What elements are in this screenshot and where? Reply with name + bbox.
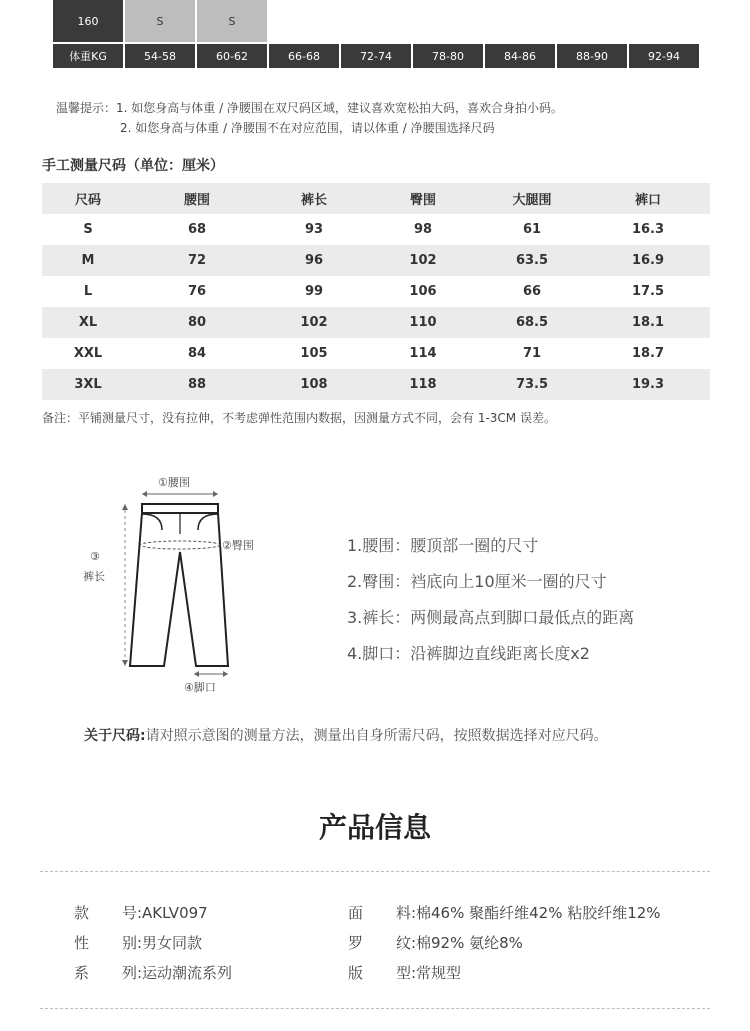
grid-cell: S [197, 0, 267, 42]
info-row [74, 958, 232, 988]
weight-cell: 78-80 [413, 44, 483, 68]
table-header: 大腿围 [478, 183, 586, 214]
table-cell: 16.9 [586, 245, 710, 276]
weight-cell: 88-90 [557, 44, 627, 68]
size-grid-weight-row [53, 44, 699, 68]
weight-cell: 60-62 [197, 44, 267, 68]
weight-label: 体重KG [53, 44, 123, 68]
about-size [84, 722, 674, 751]
info-key: 系 列: [74, 964, 142, 982]
table-cell: 63.5 [478, 245, 586, 276]
table-cell: 68 [187, 222, 207, 237]
info-key: 款 号: [74, 904, 142, 922]
table-cell: M [42, 245, 134, 276]
weight-cell: 92-94 [629, 44, 699, 68]
diagram-label-length-number: ③ [90, 550, 100, 563]
table-cell: 118 [368, 369, 478, 400]
table-cell: 17.5 [631, 284, 665, 299]
table-cell: 110 [368, 307, 478, 338]
tip-line-1: 温馨提示：1. 如您身高与体重 / 净腰围在双尺码区域，建议喜欢宽松拍大码，喜欢合身拍小码。 [56, 101, 563, 115]
table-cell: 102 [368, 245, 478, 276]
table-cell: 3XL [42, 369, 134, 400]
info-value: 男女同款 [142, 934, 203, 952]
info-value: 运动潮流系列 [142, 964, 233, 982]
table-cell: 68.5 [478, 307, 586, 338]
legend-item: 2.臀围：裆底向上10厘米一圈的尺寸 [347, 572, 607, 591]
legend-item: 1.腰围：腰顶部一圈的尺寸 [347, 536, 539, 555]
pants-outline-icon [78, 464, 298, 704]
table-cell: 18.1 [586, 307, 710, 338]
table-cell: 19.3 [586, 369, 710, 400]
about-size-label: 关于尺码: [84, 728, 146, 744]
size-tips [56, 98, 563, 138]
product-info-right [348, 898, 661, 988]
table-cell: 18.7 [631, 346, 665, 361]
table-cell: XL [42, 307, 134, 338]
table-cell: 98 [413, 222, 433, 237]
table-cell: L [83, 284, 93, 299]
divider [40, 1008, 710, 1009]
table-cell: 71 [522, 346, 542, 361]
measurement-legend [347, 528, 634, 672]
table-cell: 80 [134, 307, 260, 338]
table-cell: 84 [187, 346, 207, 361]
info-value: 棉46% 聚酯纤维42% 粘胶纤维12% [416, 904, 661, 922]
info-row [348, 958, 661, 988]
table-cell: 105 [300, 346, 328, 361]
grid-cell: S [125, 0, 195, 42]
height-label: 160 [53, 0, 123, 42]
info-value: AKLV097 [142, 904, 208, 922]
size-table [42, 183, 710, 400]
weight-cell: 72-74 [341, 44, 411, 68]
table-cell: 73.5 [478, 369, 586, 400]
table-cell: XXL [73, 346, 103, 361]
diagram-label-hip: ②臀围 [222, 539, 254, 552]
table-cell: 114 [409, 346, 437, 361]
product-info-title: 产品信息 [318, 811, 431, 844]
table-header: 尺码 [42, 183, 134, 214]
table-cell: 106 [409, 284, 437, 299]
divider [40, 871, 710, 872]
size-grid-height-row [53, 0, 267, 42]
table-cell: 72 [134, 245, 260, 276]
measure-note: 备注：平铺测量尺寸，没有拉伸，不考虑弹性范围内数据，因测量方式不同，会有 1-3CM 误差。 [42, 411, 556, 425]
info-key: 罗 纹: [348, 934, 416, 952]
product-info-left [74, 898, 232, 988]
table-cell: 96 [260, 245, 368, 276]
weight-cell: 66-68 [269, 44, 339, 68]
table-row [42, 214, 710, 245]
diagram-label-length: 裤长 [83, 570, 105, 583]
table-cell: 93 [304, 222, 324, 237]
table-row [42, 338, 710, 369]
weight-cell: 84-86 [485, 44, 555, 68]
measure-section-title: 手工测量尺码（单位：厘米） [42, 158, 224, 174]
table-cell: 16.3 [631, 222, 665, 237]
info-key: 版 型: [348, 964, 416, 982]
table-header: 裤口 [586, 183, 710, 214]
legend-item: 3.裤长：两侧最高点到脚口最低点的距离 [347, 608, 635, 627]
info-row [74, 928, 232, 958]
table-header: 腰围 [134, 183, 260, 214]
table-header: 裤长 [260, 183, 368, 214]
table-row [42, 245, 710, 276]
info-key: 性 别: [74, 934, 142, 952]
table-row [42, 369, 710, 400]
info-row [348, 898, 661, 928]
about-size-text: 请对照示意图的测量方法，测量出自身所需尺码，按照数据选择对应尺码。 [145, 728, 608, 744]
diagram-label-hem: ④脚口 [184, 681, 216, 694]
table-cell: 88 [134, 369, 260, 400]
info-row [74, 898, 232, 928]
info-value: 棉92% 氨纶8% [416, 934, 523, 952]
info-row [348, 928, 661, 958]
table-cell: 102 [260, 307, 368, 338]
table-cell: 99 [304, 284, 324, 299]
pants-diagram [78, 464, 298, 704]
table-row [42, 307, 710, 338]
info-key: 面 料: [348, 904, 416, 922]
info-value: 常规型 [416, 964, 462, 982]
tip-line-2: 2. 如您身高与体重 / 净腰围不在对应范围，请以体重 / 净腰围选择尺码 [120, 121, 495, 135]
table-cell: 108 [260, 369, 368, 400]
table-row [42, 276, 710, 307]
table-cell: S [83, 222, 93, 237]
table-cell: 61 [522, 222, 542, 237]
table-header-row [42, 183, 710, 214]
table-header: 臀围 [368, 183, 478, 214]
diagram-label-waist: ①腰围 [158, 476, 190, 489]
table-cell: 76 [187, 284, 207, 299]
weight-cell: 54-58 [125, 44, 195, 68]
table-cell: 66 [522, 284, 542, 299]
legend-item: 4.脚口：沿裤脚边直线距离长度x2 [347, 644, 590, 663]
